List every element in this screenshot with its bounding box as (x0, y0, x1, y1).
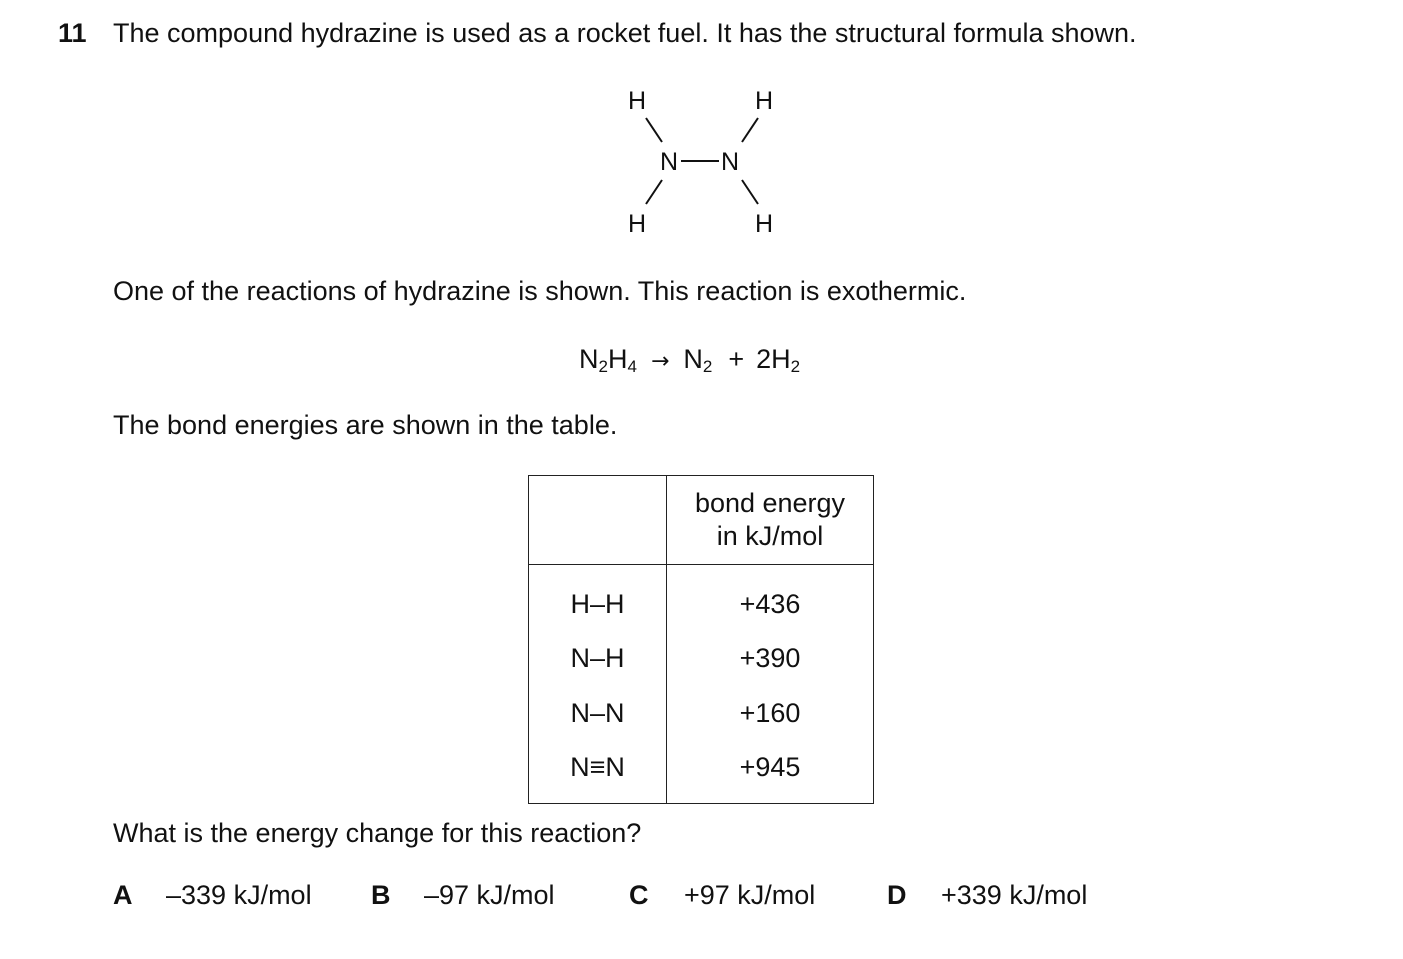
table-header-row (529, 476, 874, 565)
option-c-letter[interactable]: C (629, 880, 649, 910)
bond-h-n-top-right (742, 118, 758, 142)
option-d-value[interactable]: +339 kJ/mol (941, 880, 1088, 910)
atom-h-top-right: H (755, 87, 774, 115)
header-line-2: in kJ/mol (716, 521, 824, 551)
bond-cell: H–H (529, 565, 667, 632)
option-d-letter[interactable]: D (887, 880, 907, 910)
energy-cell: +436 (667, 565, 874, 632)
product-n-subscript: 2 (702, 357, 713, 376)
table-row (529, 741, 874, 804)
reaction-intro: One of the reactions of hydrazine is shown. This reaction is exothermic. (113, 276, 967, 306)
bond-cell: N–N (529, 686, 667, 741)
reaction-arrow-icon: → (650, 349, 670, 374)
reactant-n-subscript: 2 (598, 357, 608, 376)
header-energy-cell (667, 476, 874, 565)
option-b-value[interactable]: –97 kJ/mol (424, 880, 555, 910)
atom-h-bottom-left: H (628, 210, 647, 238)
option-c-value[interactable]: +97 kJ/mol (684, 880, 816, 910)
bond-h-n-bottom-left (646, 180, 662, 204)
question-text: The compound hydrazine is used as a rocket fuel. It has the structural formula shown. (113, 18, 1137, 48)
reactant-h: H (607, 344, 628, 374)
bond-cell: N–H (529, 632, 667, 687)
product-h: 2H (756, 344, 791, 374)
plus-sign: + (728, 344, 745, 374)
header-bond-cell (529, 476, 667, 565)
atom-n-right: N (721, 148, 740, 176)
hydrazine-structure (600, 78, 800, 248)
option-a-letter[interactable]: A (113, 880, 133, 910)
reaction-equation (579, 344, 800, 375)
option-a-value[interactable]: –339 kJ/mol (166, 880, 312, 910)
reactant-n: N (579, 344, 599, 374)
energy-cell: +160 (667, 686, 874, 741)
reactant-h-subscript: 4 (627, 357, 637, 376)
product-n: N (683, 344, 703, 374)
header-line-1: bond energy (694, 488, 846, 518)
table-row (529, 686, 874, 741)
bond-cell: N≡N (529, 741, 667, 804)
atom-h-bottom-right: H (755, 210, 774, 238)
table-row (529, 565, 874, 632)
product-h-subscript: 2 (790, 357, 801, 376)
table-row (529, 632, 874, 687)
question-number: 11 (58, 18, 87, 48)
energy-cell: +390 (667, 632, 874, 687)
bond-h-n-bottom-right (742, 180, 758, 204)
table-intro: The bond energies are shown in the table. (113, 410, 618, 440)
option-b-letter[interactable]: B (371, 880, 391, 910)
atom-h-top-left: H (628, 87, 647, 115)
bond-energy-table (528, 475, 874, 804)
question-prompt: What is the energy change for this reaction? (113, 818, 642, 848)
bond-h-n-top-left (646, 118, 662, 142)
atom-n-left: N (660, 148, 679, 176)
energy-cell: +945 (667, 741, 874, 804)
